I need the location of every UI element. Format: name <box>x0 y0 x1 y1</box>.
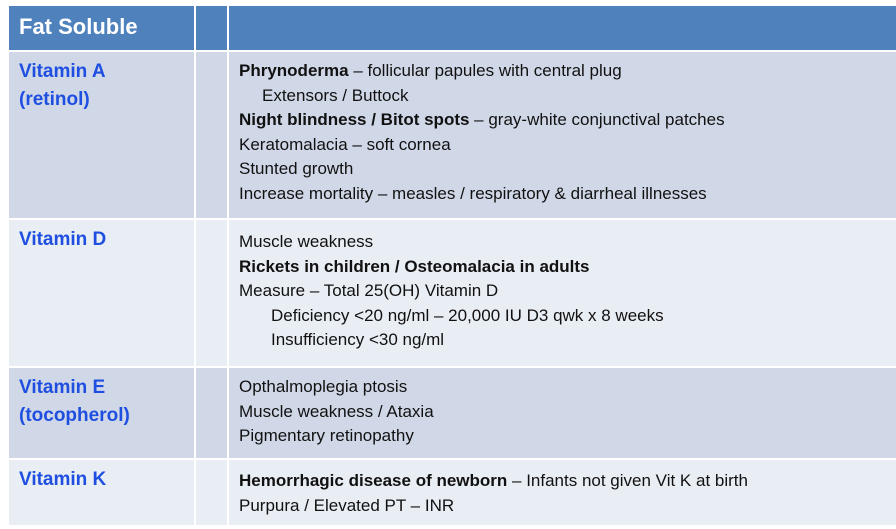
vitamin-name: Vitamin D <box>19 229 107 250</box>
finding-line: Deficiency <20 ng/ml – 20,000 IU D3 qwk x 8 weeks <box>271 305 664 325</box>
table-row-vitamin-e <box>9 368 896 460</box>
vitamin-alt-name: (tocopherol) <box>19 405 130 426</box>
finding-line: Increase mortality – measles / respiratory & diarrheal illnesses <box>239 183 707 203</box>
finding-bold: Rickets in children / Osteomalacia in adults <box>239 256 590 276</box>
vitamin-alt-name: (retinol) <box>19 89 90 110</box>
header-spacer <box>194 6 229 50</box>
header-title: Fat Soluble <box>19 14 138 39</box>
finding-line: Muscle weakness <box>239 232 374 251</box>
finding-line: Opthalmoplegia ptosis <box>239 377 408 396</box>
vitamin-table <box>9 6 896 527</box>
finding-line <box>239 108 886 133</box>
spacer-cell <box>194 220 229 366</box>
table-row-vitamin-k <box>9 460 896 527</box>
vitamin-name: Vitamin A <box>19 61 106 82</box>
vitamin-name-cell <box>9 460 194 525</box>
findings-cell <box>229 220 896 366</box>
finding-text: – Infants not given Vit K at birth <box>507 471 748 490</box>
vitamin-name-cell <box>9 368 194 458</box>
finding-line: Muscle weakness / Ataxia <box>239 401 434 421</box>
finding-line <box>239 59 886 84</box>
spacer-cell <box>194 460 229 525</box>
table-row-vitamin-a <box>9 52 896 220</box>
spacer-cell <box>194 368 229 458</box>
finding-line: Purpura / Elevated PT – INR <box>239 495 455 515</box>
finding-line: Insufficiency <30 ng/ml <box>271 330 445 349</box>
vitamin-name: Vitamin E <box>19 377 106 398</box>
findings-cell <box>229 368 896 458</box>
finding-text: – follicular papules with central plug <box>348 61 622 80</box>
vitamin-name: Vitamin K <box>19 469 107 490</box>
finding-bold: Hemorrhagic disease of newborn <box>239 471 508 490</box>
findings-cell <box>229 460 896 525</box>
finding-line: Pigmentary retinopathy <box>239 426 414 445</box>
table-header <box>9 6 896 52</box>
finding-text: – gray-white conjunctival patches <box>469 110 725 129</box>
finding-line <box>239 469 886 494</box>
finding-line <box>239 255 886 280</box>
finding-bold: Phrynoderma <box>239 61 349 80</box>
finding-bold: Night blindness / Bitot spots <box>239 110 470 129</box>
finding-line: Stunted growth <box>239 159 354 178</box>
table-row-vitamin-d <box>9 220 896 368</box>
vitamin-name-cell <box>9 52 194 218</box>
vitamin-name-cell <box>9 220 194 366</box>
finding-line: Extensors / Buttock <box>262 85 409 105</box>
spacer-cell <box>194 52 229 218</box>
findings-cell <box>229 52 896 218</box>
finding-line: Keratomalacia – soft cornea <box>239 134 451 154</box>
finding-line: Measure – Total 25(OH) Vitamin D <box>239 281 499 300</box>
header-blank <box>229 6 896 50</box>
